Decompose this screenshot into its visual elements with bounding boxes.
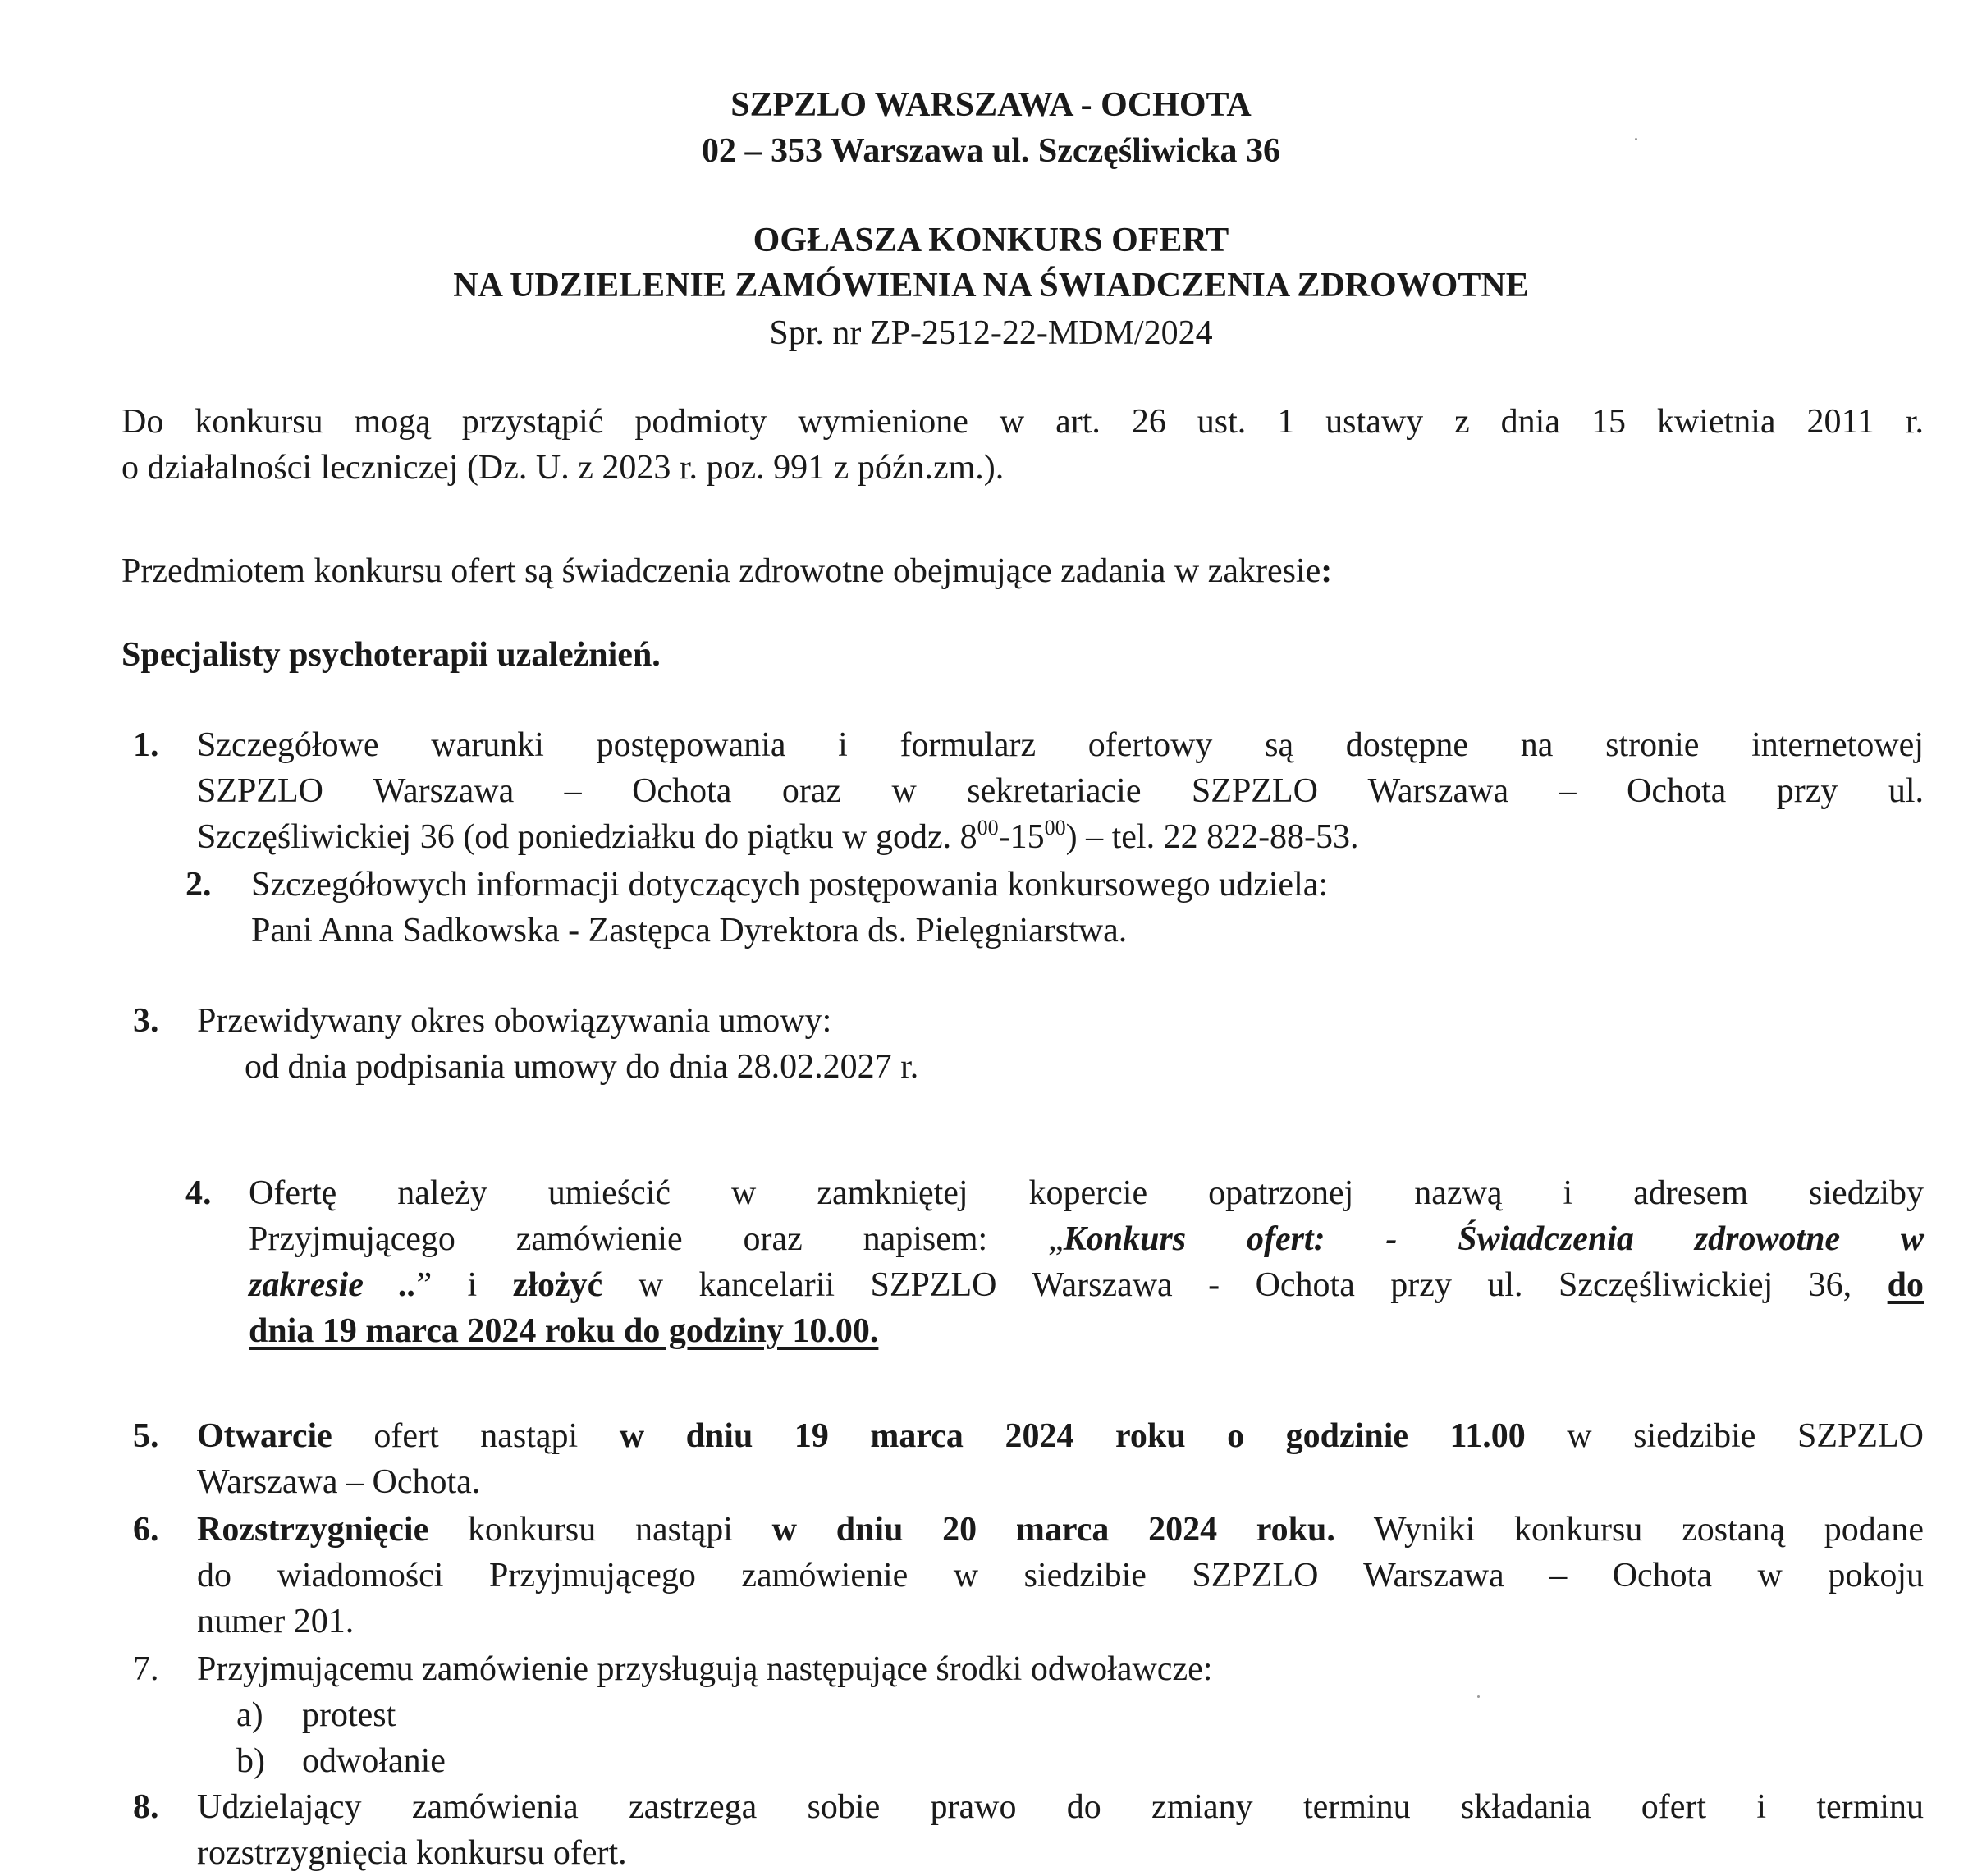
deadline-text: do [1887, 1266, 1924, 1304]
item-number: 5. [133, 1417, 159, 1455]
hours-text: Szczęśliwickiej 36 (od poniedziałku do piątku w godz. 8 [197, 818, 977, 856]
eligibility-line-1: Do konkursu mogą przystąpić podmioty wymienione w art. 26 ust. 1 ustawy z dnia 15 kwietnia 2011 r. [121, 403, 1924, 441]
item-text: w siedzibie SZPZLO [1525, 1417, 1924, 1455]
option-label: protest [302, 1696, 396, 1734]
option-letter: a) [236, 1696, 263, 1734]
item-body [251, 862, 1925, 954]
item-line: Szczegółowych informacji dotyczących postępowania konkursowego udziela: [251, 866, 1329, 904]
case-reference: Spr. nr ZP-2512-22-MDM/2024 [769, 314, 1213, 352]
item-number: 7. [133, 1650, 159, 1688]
hours-from-superscript: 00 [977, 816, 999, 840]
scan-artifact [1635, 138, 1637, 140]
hours-separator: -15 [998, 818, 1045, 856]
option-label: odwołanie [302, 1742, 446, 1780]
item-number: 1. [133, 726, 159, 764]
item-number: 3. [133, 1002, 159, 1040]
item-line: Szczegółowe warunki postępowania i formularz ofertowy są dostępne na stronie internetowej [197, 726, 1924, 764]
submit-verb: złożyć [512, 1266, 603, 1304]
item-text: w kancelarii SZPZLO Warszawa - Ochota przy ul. Szczęśliwickiej 36, [602, 1266, 1888, 1304]
item-line: do wiadomości Przyjmującego zamówienie w siedzibie SZPZLO Warszawa – Ochota w pokoju [197, 1557, 1924, 1595]
item-text: Przyjmującego zamówienie oraz napisem: „ [249, 1220, 1064, 1258]
item-body [197, 1507, 1924, 1645]
envelope-label-text: Konkurs ofert: - Świadczenia zdrowotne w [1063, 1220, 1924, 1258]
item-text: Wyniki konkursu zostaną podane [1334, 1511, 1925, 1549]
item-body [197, 998, 1924, 1090]
announcement-subtitle: NA UDZIELENIE ZAMÓWIENIA NA ŚWIADCZENIA ZDROWOTNE [453, 267, 1529, 304]
envelope-label-line [249, 1216, 1924, 1262]
deadline-line [249, 1308, 1924, 1354]
subject-text: Przedmiotem konkursu ofert są świadczenia zdrowotne obejmujące zadania w zakresie [121, 552, 1321, 590]
organization-name: SZPZLO WARSZAWA - OCHOTA [730, 86, 1252, 124]
opening-datetime: w dniu 19 marca 2024 roku o godzinie 11.00 [619, 1417, 1526, 1455]
item-number: 4. [185, 1174, 212, 1212]
item-number: 8. [133, 1788, 159, 1826]
submission-line [249, 1262, 1924, 1308]
item-text: konkursu nastąpi [428, 1511, 772, 1549]
deadline-text: dnia 19 marca 2024 roku do godziny 10.00. [249, 1312, 879, 1350]
item-body [197, 722, 1924, 860]
office-hours-line [197, 814, 1924, 860]
item-text: ofert nastąpi [332, 1417, 620, 1455]
appeal-option-protest [197, 1692, 1924, 1738]
resolution-line [197, 1507, 1924, 1553]
item-line: rozstrzygnięcia konkursu ofert. [197, 1834, 627, 1872]
opening-label: Otwarcie [197, 1417, 332, 1455]
eligibility-line-2: o działalności leczniczej (Dz. U. z 2023 r. poz. 991 z późn.zm.). [121, 449, 1005, 487]
contract-period: od dnia podpisania umowy do dnia 28.02.2027 r. [245, 1048, 919, 1086]
option-letter: b) [236, 1742, 265, 1780]
specialty-heading: Specjalisty psychoterapii uzależnień. [121, 636, 661, 674]
envelope-label-text: zakresie .. [249, 1266, 417, 1304]
item-line: Udzielający zamówienia zastrzega sobie prawo do zmiany terminu składania ofert i terminu [197, 1788, 1924, 1826]
resolution-date: w dniu 20 marca 2024 roku. [771, 1511, 1335, 1549]
item-text: ” i [416, 1266, 513, 1304]
item-number: 6. [133, 1511, 159, 1549]
subject-colon: : [1321, 552, 1333, 590]
item-line: Przyjmującemu zamówienie przysługują następujące środki odwoławcze: [197, 1650, 1213, 1688]
scan-artifact [1477, 1695, 1480, 1698]
item-body [197, 1784, 1924, 1876]
item-line: SZPZLO Warszawa – Ochota oraz w sekretariacie SZPZLO Warszawa – Ochota przy ul. [197, 772, 1924, 810]
item-number: 2. [185, 866, 212, 904]
appeal-option-appeal [197, 1738, 1924, 1784]
hours-to-superscript: 00 [1044, 816, 1066, 840]
item-line: Warszawa – Ochota. [197, 1463, 481, 1501]
subject-paragraph [121, 548, 1924, 594]
phone-text: ) – tel. 22 822-88-53. [1065, 818, 1359, 856]
contact-person: Pani Anna Sadkowska - Zastępca Dyrektora ds. Pielęgniarstwa. [251, 912, 1128, 949]
item-line: Przewidywany okres obowiązywania umowy: [197, 1002, 832, 1040]
announcement-title: OGŁASZA KONKURS OFERT [753, 222, 1229, 259]
room-number: numer 201. [197, 1603, 355, 1640]
item-line: Ofertę należy umieścić w zamkniętej kopercie opatrzonej nazwą i adresem siedziby [249, 1174, 1924, 1212]
opening-line [197, 1413, 1924, 1459]
item-body [197, 1646, 1924, 1784]
organization-address: 02 – 353 Warszawa ul. Szczęśliwicka 36 [701, 132, 1281, 170]
item-body [197, 1413, 1924, 1505]
item-body [249, 1170, 1924, 1354]
eligibility-paragraph [121, 399, 1924, 491]
resolution-label: Rozstrzygnięcie [197, 1511, 429, 1549]
